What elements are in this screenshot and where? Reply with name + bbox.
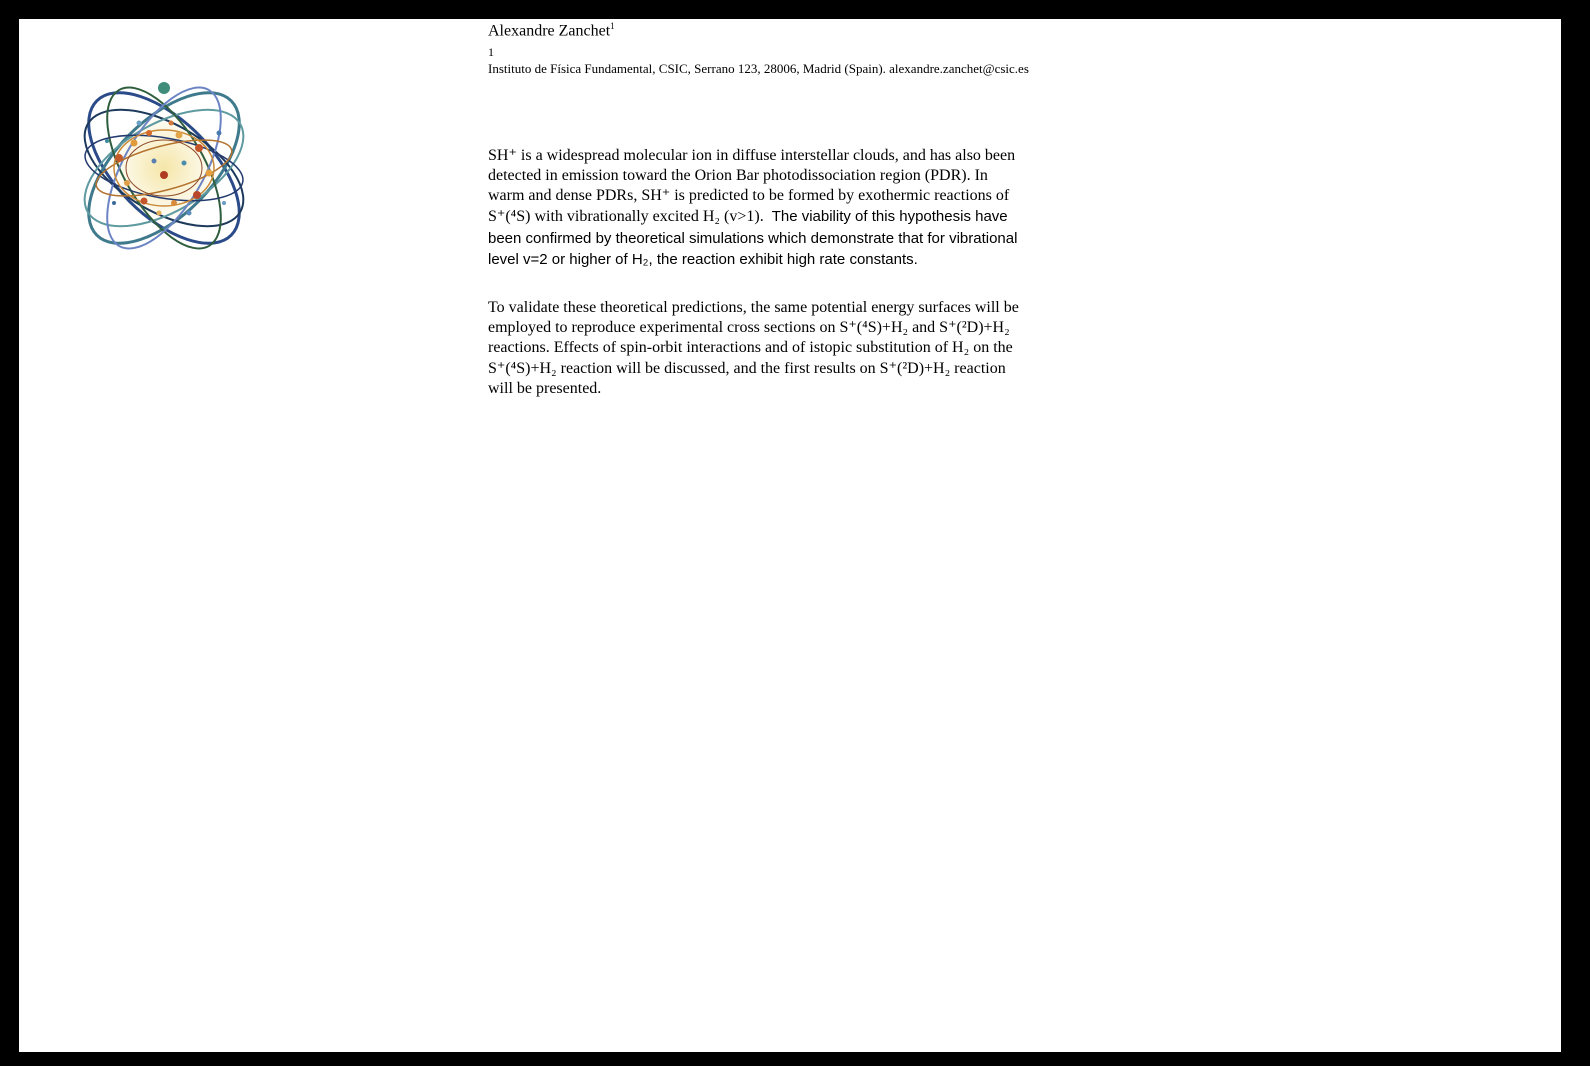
affiliation-number: 1: [488, 45, 494, 59]
paragraph-line: reactions. Effects of spin-orbit interactions and of istopic substitution of H₂ on the: [488, 339, 1013, 357]
paragraph-line: been confirmed by theoretical simulations which demonstrate that for vibrational: [488, 229, 1018, 247]
affiliation-text: Instituto de Física Fundamental, CSIC, Serrano 123, 28006, Madrid (Spain). alexandre.zanchet@csic.es: [488, 61, 1029, 76]
atom-orbitals-icon: [59, 63, 269, 273]
author-name-text: Alexandre Zanchet: [488, 22, 611, 40]
document-page: [19, 19, 1561, 1052]
paragraph-line: will be presented.: [488, 379, 602, 397]
paragraph-line: S⁺(⁴S)+H₂ reaction will be discussed, and the first results on S⁺(²D)+H₂ reaction: [488, 359, 1006, 377]
paragraph-line: level v=2 or higher of H₂, the reaction exhibit high rate constants.: [488, 251, 918, 268]
paragraph-line-sans-part: The viability of this hypothesis have: [771, 208, 1008, 225]
abstract-paragraph-1: [488, 146, 1088, 271]
paragraph-line-serif-part: S⁺(⁴S) with vibrationally excited H₂ (v>1).: [488, 208, 764, 225]
abstract-paragraph-2: [488, 298, 1088, 399]
author-name: [488, 21, 615, 40]
paragraph-line: warm and dense PDRs, SH⁺ is predicted to be formed by exothermic reactions of: [488, 187, 1010, 204]
paragraph-line: detected in emission toward the Orion Bar photodissociation region (PDR). In: [488, 167, 988, 184]
paragraph-line: To validate these theoretical predictions, the same potential energy surfaces will be: [488, 299, 1019, 316]
author-affiliation-marker: 1: [610, 21, 615, 31]
paragraph-line: [488, 206, 1088, 228]
paragraph-line: SH⁺ is a widespread molecular ion in diffuse interstellar clouds, and has also been: [488, 147, 1016, 164]
paragraph-line: employed to reproduce experimental cross sections on S⁺(⁴S)+H₂ and S⁺(²D)+H₂: [488, 319, 1010, 337]
